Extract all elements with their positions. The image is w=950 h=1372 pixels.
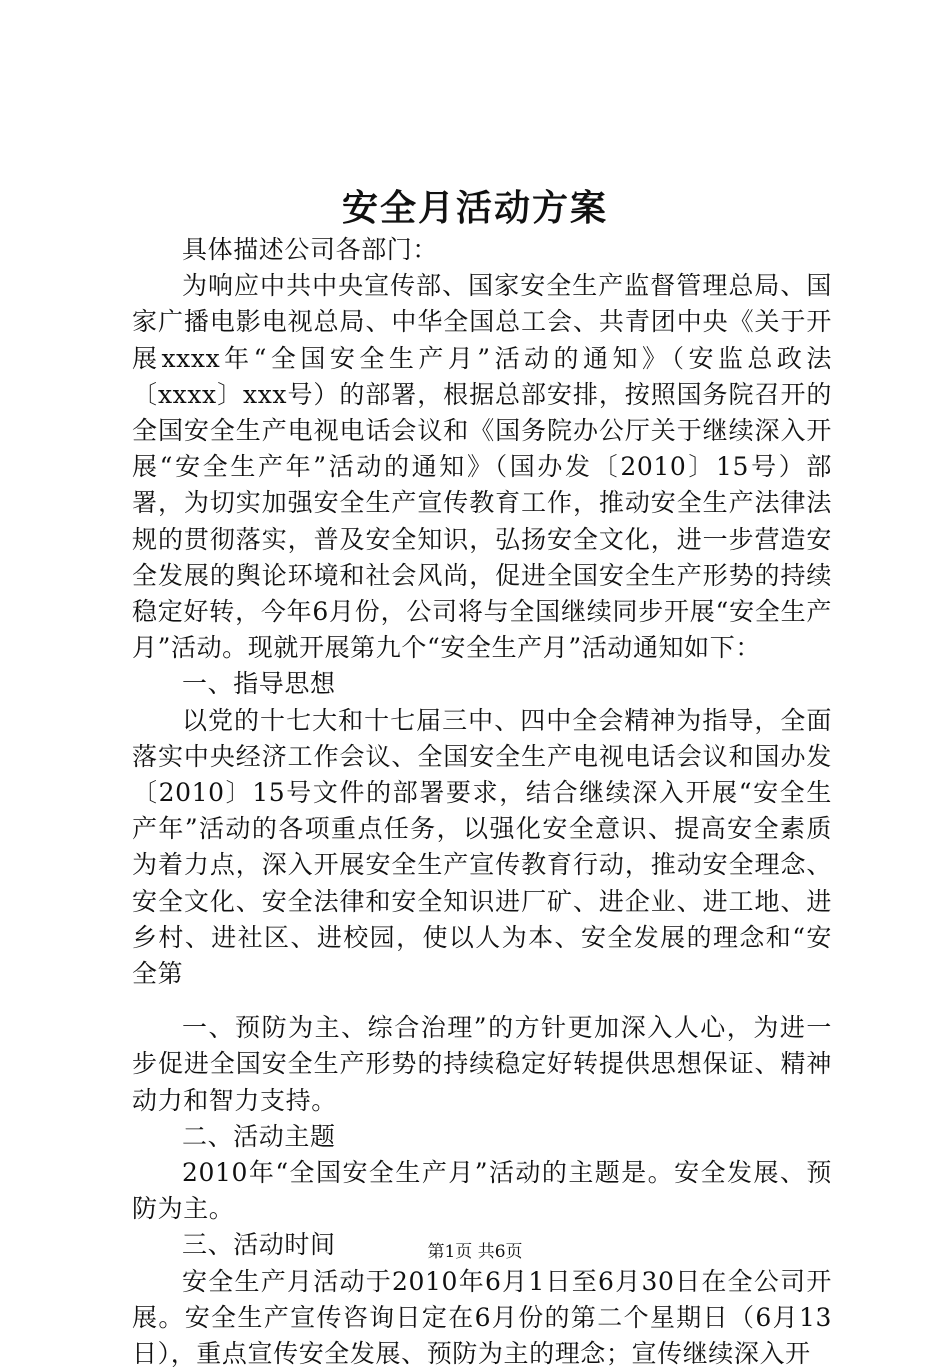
document-title: 安全月活动方案 — [341, 187, 608, 229]
guiding-thought-continuation-paragraph: 一、预防为主、综合治理”的方针更加深入人心，为进一步促进全国安全生产形势的持续稳定好转提供思想保证、精神动力和智力支持。 — [132, 1013, 832, 1115]
section-heading-guiding-thought: 一、指导思想 — [182, 669, 336, 699]
salutation-paragraph: 具体描述公司各部门： — [182, 235, 439, 264]
document-body — [132, 232, 832, 1372]
section-heading-time: 三、活动时间 — [182, 1230, 336, 1260]
page-number-footer: 第1页 共6页 — [427, 1242, 523, 1262]
guiding-thought-paragraph: 以党的十七大和十七届三中、四中全会精神为指导，全面落实中央经济工作会议、全国安全生产电视电话会议和国办发〔2010〕15号文件的部署要求，结合继续深入开展“安全生产年”活动的各项重点任务，以强化安全意识、提高安全素质为着力点，深入开展安全生产宣传教育行动，推动安全理念、安全文化、安全法律和安全知识进厂矿、进企业、进工地、进乡村、进社区、进校园，使以人为本、安全发展的理念和“安全第 — [132, 705, 832, 989]
theme-paragraph: 2010年“全国安全生产月”活动的主题是。安全发展、预防为主。 — [132, 1158, 832, 1224]
time-paragraph: 安全生产月活动于2010年6月1日至6月30日在全公司开展。安全生产宣传咨询日定在6月份的第二个星期日（6月13日），重点宣传安全发展、预防为主的理念；宣传继续深入开 — [132, 1266, 832, 1369]
section-heading-theme: 二、活动主题 — [182, 1121, 336, 1151]
intro-paragraph: 为响应中共中央宣传部、国家安全生产监督管理总局、国家广播电影电视总局、中华全国总工会、共青团中央《关于开展xxxx年“全国安全生产月”活动的通知》（安监总政法〔xxxx〕xxx号）的部署，根据总部安排，按照国务院召开的全国安全生产电视电话会议和《国务院办公厅关于继续深入开展“安全生产年”活动的通知》（国办发〔2010〕15号）部署，为切实加强安全生产宣传教育工作，推动安全生产法律法规的贯彻落实，普及安全知识，弘扬安全文化，进一步营造安全发展的舆论环境和社会风尚，促进全国安全生产形势的持续稳定好转，今年6月份，公司将与全国继续同步开展“安全生产月”活动。现就开展第九个“安全生产月”活动通知如下： — [132, 271, 832, 663]
